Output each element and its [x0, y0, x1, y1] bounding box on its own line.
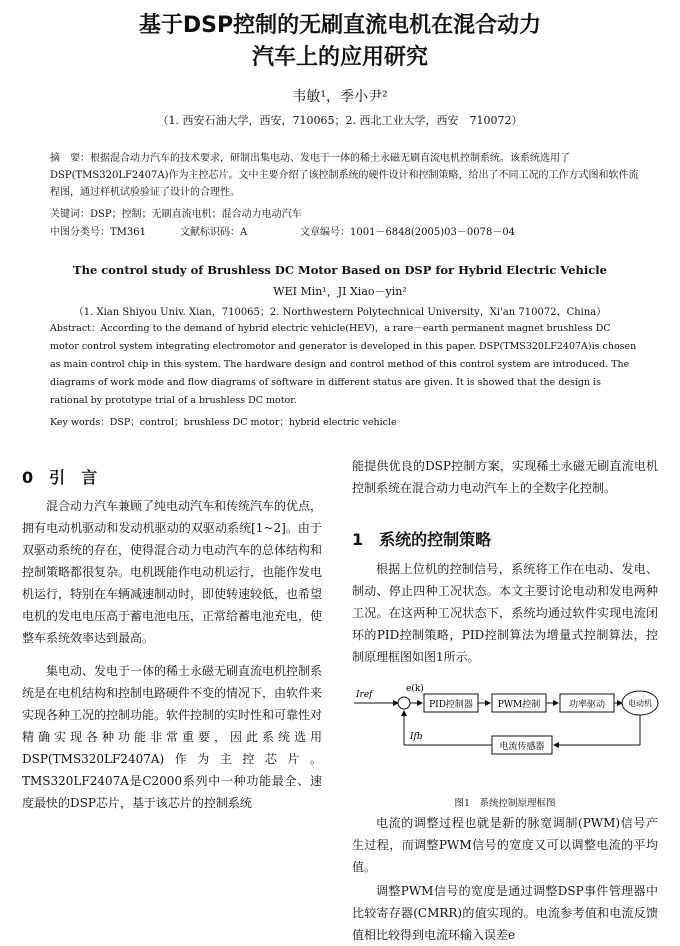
paragraph-2: 集电动、发电于一体的稀土永磁无刷直流电机控制系统是在电机结构和控制电路硬件不变的情况下，由软件来实现各种工况的控制功能。软件控制的实时性和可靠性对精确实现各种功能非常重要，因此系统选用DSP(TMS320LF2407A)作为主控芯片。TMS320LF2407A是C2000系列中一种功能最全、速度最快的DSP芯片，基于该芯片的控制系统 [22, 664, 323, 810]
class-no: 中图分类号：TM361 [50, 227, 146, 238]
title-line1: 基于DSP控制的无刷直流电机在混合动力 [138, 13, 542, 38]
classification-row [50, 224, 640, 241]
title-line2: 汽车上的应用研究 [251, 45, 428, 70]
drive-label: 功率驱动 [568, 700, 606, 710]
paragraph-4: 电流的调整过程也就是新的脉宽调制(PWM)信号产生过程，而调整PWM信号的宽度又可以调整电流的平均值。 [352, 816, 658, 874]
paragraph-3: 根据上位机的控制信号，系统将工作在电动、发电、制动、停止四种工况状态。本文主要讨论电动和发电两种工况。在这两种工况状态下，系统均通过软件实现电流闭环的PID控制策略，PID控制算法为增量式控制算法，控制原理框图如图1所示。 [352, 562, 658, 664]
iref-label: Iref [356, 690, 373, 700]
section-heading-control: 1 系统的控制策略 [352, 530, 492, 549]
en-title: The control study of Brushless DC Motor Based on DSP for Hybrid Electric Vehicle [73, 263, 607, 277]
keywords-en: Key words：DSP；control；brushless DC motor；hybrid electric vehicle [50, 417, 397, 428]
sensor-label: 电流传感器 [499, 742, 545, 752]
motor-label: 电动机 [628, 699, 652, 708]
section-heading-intro: 0 引 言 [22, 468, 98, 487]
en-affiliation: （1. Xian Shiyou Univ. Xian，710065；2. Northwestern Polytechnical University，Xi'an 710072，China） [73, 307, 607, 318]
figure-caption: 图1 系统控制原理框图 [454, 798, 556, 809]
paragraph-continued: 能提供优良的DSP控制方案，实现稀土永磁无刷直流电机控制系统在混合动力电动汽车上的全数字化控制。 [352, 459, 658, 495]
paragraph-5: 调整PWM信号的宽度是通过调整DSP事件管理器中比较寄存器(CMRR)的值实现的。电流参考值和电流反馈值相比较得到电流环输入误差e [352, 884, 658, 942]
summing-junction [398, 697, 410, 709]
keywords-cn: 关键词：DSP；控制；无刷直流电机；混合动力电动汽车 [50, 209, 302, 220]
affiliation: （1. 西安石油大学，西安，710065；2. 西北工业大学，西安 710072） [157, 114, 523, 127]
article-no: 文章编号：1001－6848(2005)03－0078－04 [300, 227, 516, 238]
authors: 韦敏¹，季小尹² [292, 89, 388, 105]
error-label: e(k) [406, 684, 424, 694]
pwm-label: PWM控制 [497, 700, 541, 710]
pid-label: PID控制器 [429, 700, 473, 710]
ifb-label: Ifb [410, 732, 423, 742]
abstract-cn: 摘 要：根据混合动力汽车的技术要求，研制出集电动、发电于一体的稀土永磁无刷直流电机控制系统。该系统选用了DSP(TMS320LF2407A)作为主控芯片。文中主要介绍了该控制系统的硬件设计和控制策略，给出了不同工况的工作方式图和软件流程图，通过样机试验验证了设计的合理性。 [50, 153, 639, 198]
paragraph-1: 混合动力汽车兼顾了纯电动汽车和传统汽车的优点，拥有电动机驱动和发动机驱动的双驱动系统[1~2]。由于双驱动系统的存在，使得混合动力电动汽车的总体结构和控制策略都很复杂。电机既能作电动机运行，也能作发电机运行，特别在车辆减速制动时，即使转速较低，也希望电机的发电电压高于蓄电池电压，正常给蓄电池充电，使整车系统效率达到最高。 [22, 499, 323, 645]
en-authors: WEI Min¹，JI Xiao－yin² [273, 285, 407, 298]
block-diagram [348, 675, 660, 787]
doc-code: 文献标识码：A [180, 227, 248, 238]
abstract-en: Abstract：According to the demand of hybrid electric vehicle(HEV)，a rare－earth permanent magnet brushless DC motor control system integrating electromotor and generator is developed in this paper. DSP(TMS320LF2407A)is chosen as main control chip in this system. The hardware design and control method of this control system are introduced. The diagrams of work mode and flow diagrams of software in different status are given. It is showed that the design is rational by prototype trial of a brushless DC motor. [50, 323, 637, 406]
